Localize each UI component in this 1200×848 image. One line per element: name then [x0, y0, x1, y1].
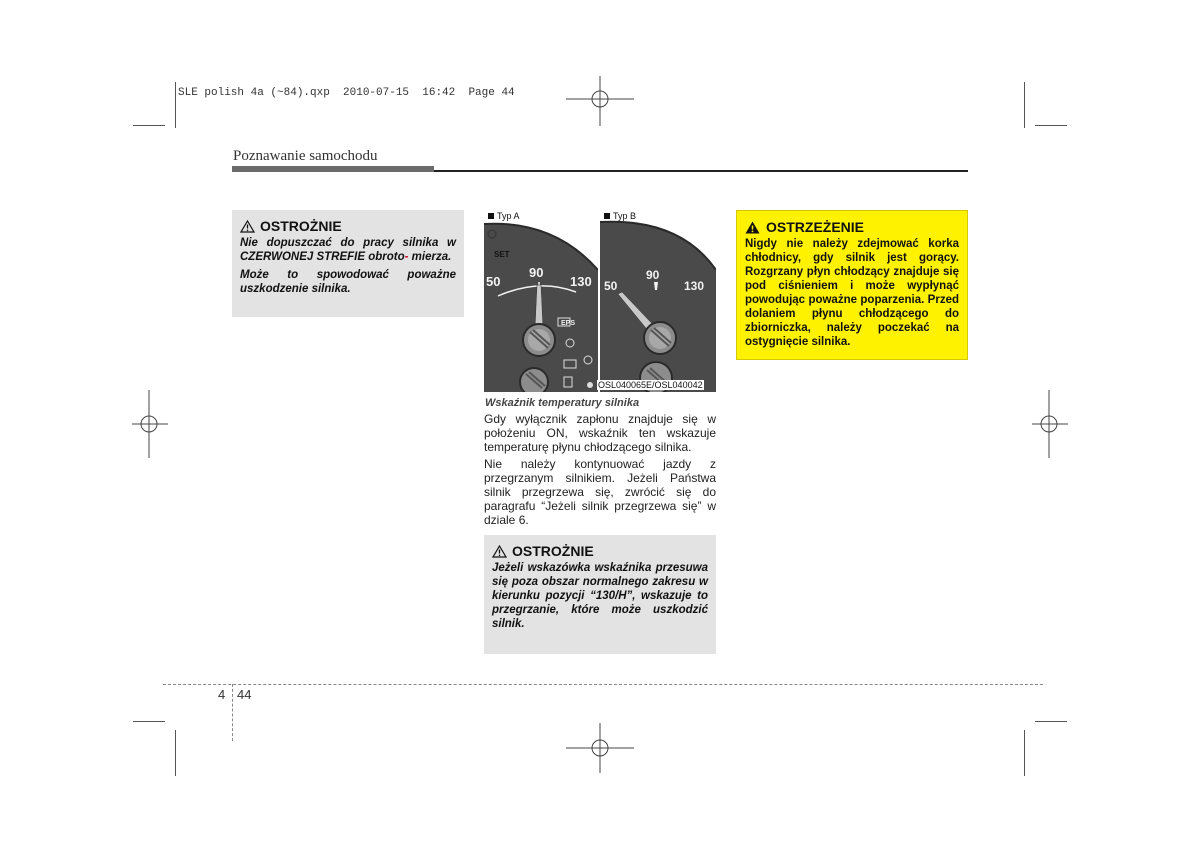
figure-code: OSL040065E/OSL040042	[598, 380, 703, 390]
header-rule	[434, 170, 968, 172]
warning-heading	[745, 219, 959, 235]
caution-heading	[492, 543, 708, 559]
gauge-a-eps-label: EPS	[561, 320, 576, 327]
warning-triangle-icon	[492, 545, 507, 558]
gauge-photo-type-b	[600, 210, 716, 392]
crop-mark	[1024, 730, 1025, 776]
caution-heading	[240, 218, 456, 234]
caution-paragraph: Może to spowodować poważne uszkodzenie silnika.	[240, 269, 456, 295]
caution-paragraph	[240, 236, 456, 264]
crop-mark	[1035, 125, 1067, 126]
gauge-a-tick-90: 90	[529, 265, 544, 280]
gauge-b-tick-50: 50	[604, 279, 618, 293]
page-number: 44	[237, 687, 252, 702]
caution-body: Jeżeli wskazówka wskaźnika przesuwa się poza obszar normalnego zakresu w kierunku pozycji “130/H”, wskazuje to przegrzanie, które może uszkodzić silnik.	[492, 562, 708, 630]
print-slug: SLE polish 4a (~84).qxp 2010-07-15 16:42 Page 44	[178, 87, 515, 99]
body-paragraph: Nie należy kontynuować jazdy z przegrzanym silnikiem. Jeżeli Państwa silnik przegrzewa się, zwrócić się do paragrafu “Jeżeli silnik przegrzewa się” w dziale 6.	[484, 457, 716, 527]
type-a-text: Typ A	[497, 211, 520, 221]
section-title: Poznawanie samochodu	[233, 148, 378, 164]
registration-mark-left	[132, 390, 168, 458]
caution-box-left	[232, 210, 464, 317]
type-b-text: Typ B	[613, 211, 637, 221]
registration-mark-right	[1032, 390, 1068, 458]
caution-box-middle	[484, 535, 716, 654]
caution-body	[240, 236, 456, 296]
gauge-section-title: Wskaźnik temperatury silnika	[485, 397, 640, 409]
body-paragraph: Gdy wyłącznik zapłonu znajduje się w położeniu ON, wskaźnik ten wskazuje temperaturę płynu chłodzącego silnika.	[484, 412, 716, 454]
registration-mark-top	[566, 76, 634, 126]
type-a-label	[488, 211, 520, 221]
crop-mark	[175, 730, 176, 776]
footer-divider	[232, 684, 233, 741]
crop-mark	[133, 125, 165, 126]
warning-triangle-icon	[745, 221, 760, 234]
caution-title: OSTROŻNIE	[512, 543, 594, 559]
gauge-b-tick-90: 90	[646, 268, 660, 282]
warning-triangle-icon	[240, 220, 255, 233]
crop-mark	[1035, 721, 1067, 722]
gauge-a-tick-130: 130	[570, 274, 592, 289]
registration-mark-bottom	[566, 723, 634, 773]
caution-text: Nie dopuszczać do pracy silnika w CZERWONEJ STREFIE obroto	[240, 237, 456, 263]
crop-mark	[1024, 82, 1025, 128]
temperature-gauge-b-illustration	[600, 210, 716, 392]
gauge-b-tick-130: 130	[684, 279, 705, 293]
warning-box	[736, 210, 968, 360]
caution-hyphen: -	[404, 251, 409, 263]
gauge-photo-type-a	[484, 210, 598, 392]
chapter-number: 4	[218, 687, 226, 702]
temperature-gauge-a-illustration	[484, 210, 598, 392]
caution-title: OSTROŻNIE	[260, 218, 342, 234]
gauge-set-label: SET	[494, 250, 510, 259]
gauge-a-tick-50: 50	[486, 274, 501, 289]
type-b-label	[604, 211, 636, 221]
caution-text: mierza.	[411, 251, 452, 263]
footer-rule	[163, 684, 1043, 685]
gauge-section-body	[484, 412, 716, 530]
crop-mark	[133, 721, 165, 722]
warning-title: OSTRZEŻENIE	[766, 219, 865, 235]
crop-mark	[175, 82, 176, 128]
warning-body: Nigdy nie należy zdejmować korka chłodnicy, gdy silnik jest gorący. Rozgrzany płyn chłodzący znajduje się pod ciśnieniem i może wypłynąć powodując poważne poparzenia. Przed dolaniem płynu chłodzącego do zbiorniczka, należy poczekać na ostygnięcie silnika.	[745, 238, 959, 348]
header-bar	[232, 166, 434, 172]
